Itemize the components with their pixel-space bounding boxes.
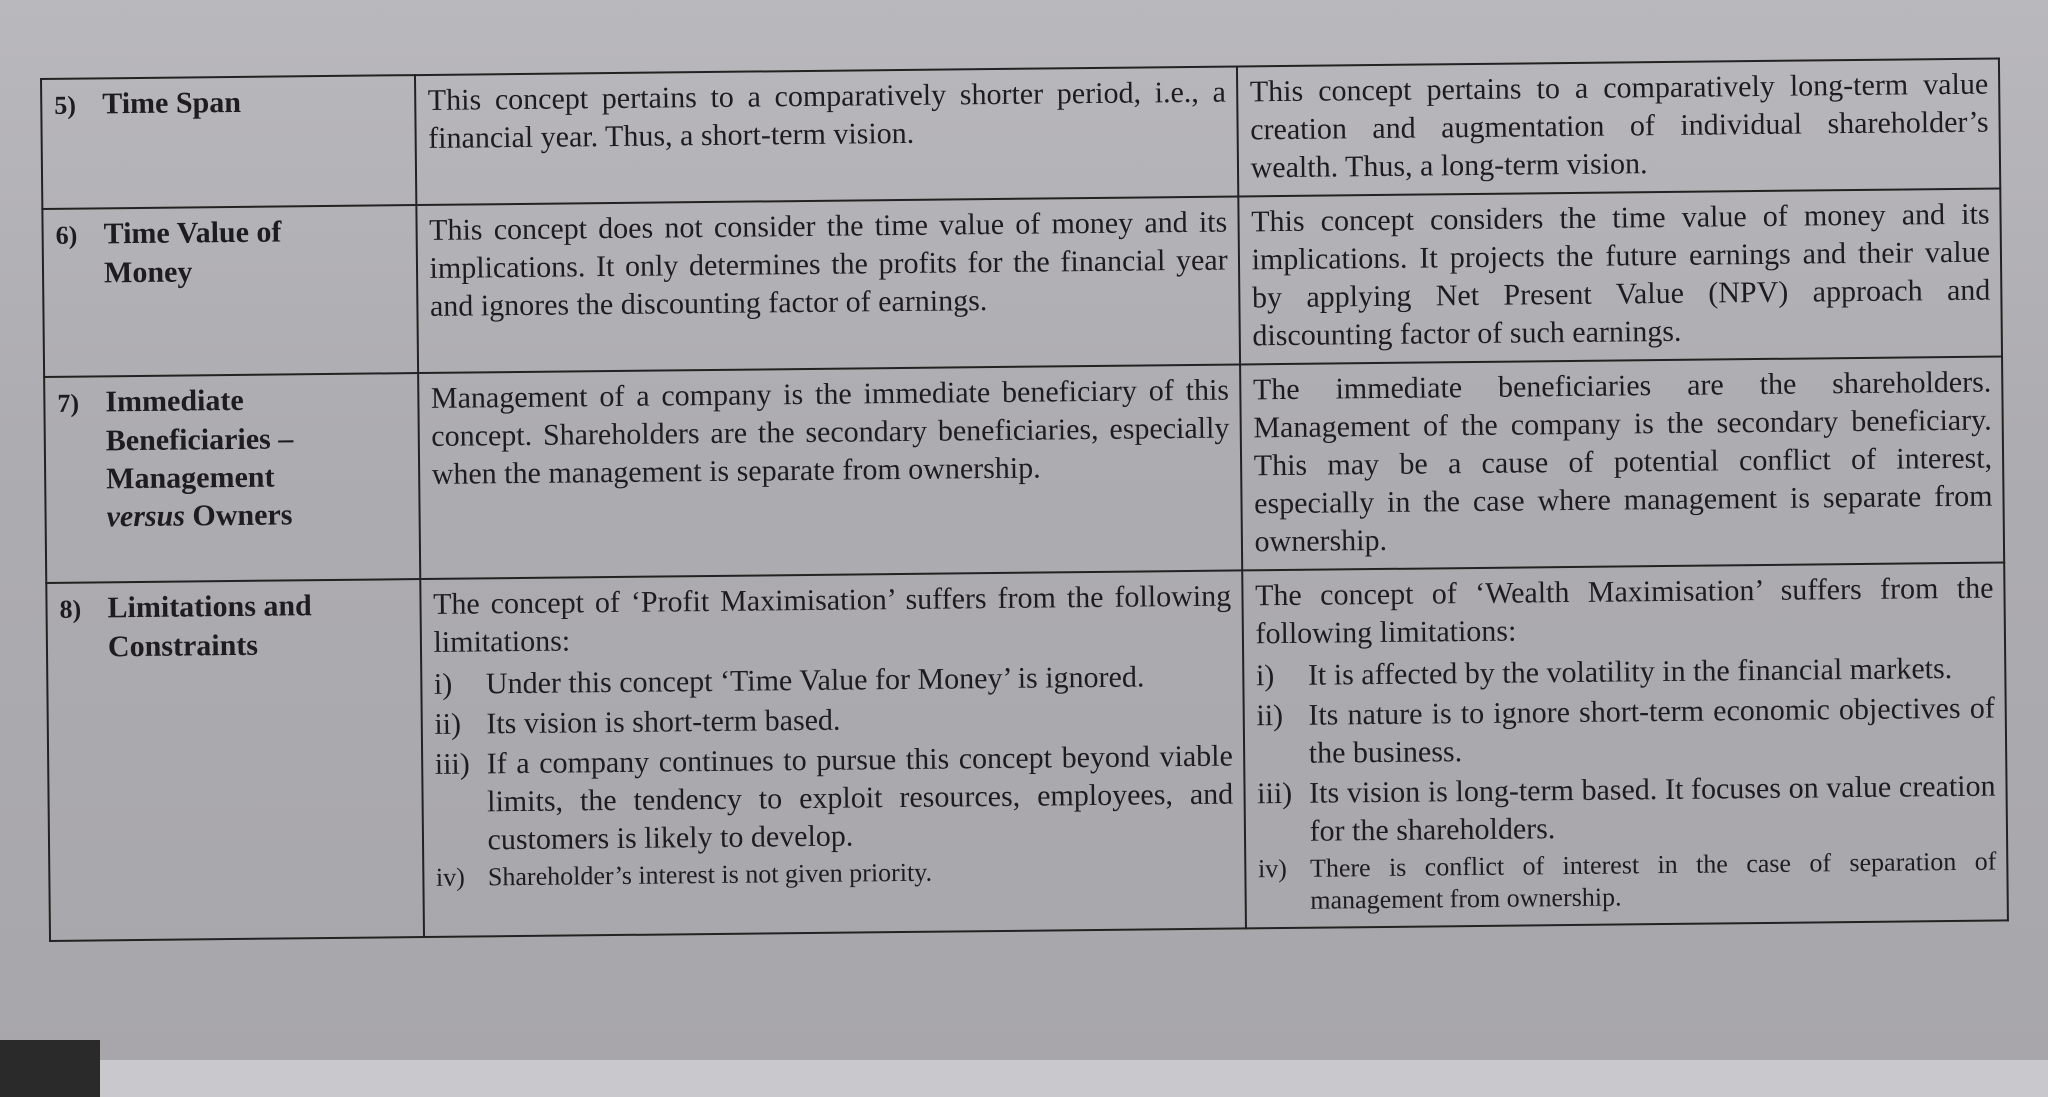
list-text: If a company continues to pursue this concept beyond viable limits, the tendency to exploit resources, employees, and customers is likely to develop. (486, 739, 1234, 857)
row-heading: Time Span (102, 85, 242, 121)
row-heading-cell (46, 579, 423, 941)
list-item (434, 658, 1232, 704)
row-heading-cell (42, 205, 417, 377)
row-heading-cell (44, 373, 420, 583)
list-marker: i) (433, 667, 453, 701)
list-text: Its nature is to ignore short-term economic objectives of the business. (1308, 691, 1995, 770)
list-item (1256, 690, 1995, 774)
wealth-cell: The immediate beneficiaries are the shareholders. Management of the company is the secondary beneficiary. This may be a cause of potential conflict of interest, especially in the case where management is separate from ownership. (1240, 356, 2004, 570)
list-text: Its vision is long-term based. It focuses on value creation for the shareholders. (1309, 769, 1996, 848)
list-marker: ii) (1256, 699, 1284, 733)
profit-cell: This concept pertains to a comparatively shorter period, i.e., a financial year. Thus, a short-term vision. (415, 66, 1238, 205)
row-number: 8) (59, 594, 82, 624)
table-row (41, 58, 2000, 208)
list-item (1258, 846, 1997, 918)
wealth-cell: This concept considers the time value of money and its implications. It projects the future earnings and their value by applying Net Present Value (NPV) approach and discounting factor of such earnings. (1238, 188, 2002, 364)
list-text: There is conflict of interest in the case of separation of management from ownership. (1309, 846, 1997, 915)
list-marker: i) (1255, 659, 1275, 693)
list-marker: iii) (434, 747, 470, 781)
table-row (42, 188, 2002, 376)
row-heading-cell (41, 75, 416, 209)
row-heading: Immediate (105, 383, 244, 419)
list-item (1257, 768, 1996, 852)
row-heading-italic: versus (106, 499, 186, 534)
list-text: Shareholder’s interest is not given priority. (487, 857, 933, 892)
row-heading: Limitations and (107, 589, 312, 625)
table-row (46, 562, 2008, 940)
list-item (434, 698, 1232, 744)
row-number: 5) (54, 90, 77, 120)
row-heading: Beneficiaries – (105, 422, 294, 458)
row-heading: Constraints (107, 628, 259, 664)
row-heading (58, 495, 408, 537)
profit-cell: This concept does not consider the time value of money and its implications. It only determines the profits for the financial year and ignores the discounting factor of earnings. (416, 196, 1240, 373)
list-text: It is affected by the volatility in the financial markets. (1307, 652, 1953, 692)
profit-cell (420, 570, 1246, 937)
profit-intro: The concept of ‘Profit Maximisation’ suffers from the following limitations: (432, 579, 1232, 659)
wealth-cell (1242, 562, 2008, 928)
wealth-limitations-list (1256, 650, 1997, 918)
list-item (1256, 650, 1995, 696)
table-row (44, 356, 2004, 582)
list-marker: iv) (435, 862, 465, 892)
list-marker: iii) (1257, 776, 1293, 811)
list-item (435, 738, 1234, 860)
profit-limitations-list (434, 658, 1234, 894)
list-marker: iv) (1257, 853, 1288, 884)
row-number: 6) (55, 220, 78, 250)
row-heading-rest: Owners (184, 498, 293, 533)
wealth-intro: The concept of ‘Wealth Maximisation’ suffers from the following limitations: (1254, 571, 1994, 651)
background-edge (0, 1040, 100, 1097)
next-page-edge (100, 1060, 2048, 1097)
list-item (436, 854, 1234, 894)
comparison-table (40, 57, 2009, 941)
row-heading: Time Value of (103, 215, 282, 251)
list-text: Under this concept ‘Time Value for Money’ is ignored. (485, 660, 1145, 701)
profit-cell: Management of a company is the immediate beneficiary of this concept. Shareholders are the secondary beneficiaries, especially when the management is separate from ownership. (418, 364, 1242, 579)
row-heading: Management (106, 460, 275, 496)
list-marker: ii) (434, 707, 462, 741)
wealth-cell: This concept pertains to a comparatively long-term value creation and augmentation of individual shareholder’s wealth. Thus, a long-term vision. (1237, 58, 2001, 196)
row-heading: Money (103, 255, 193, 290)
row-number: 7) (57, 388, 80, 418)
list-text: Its vision is short-term based. (486, 703, 841, 741)
